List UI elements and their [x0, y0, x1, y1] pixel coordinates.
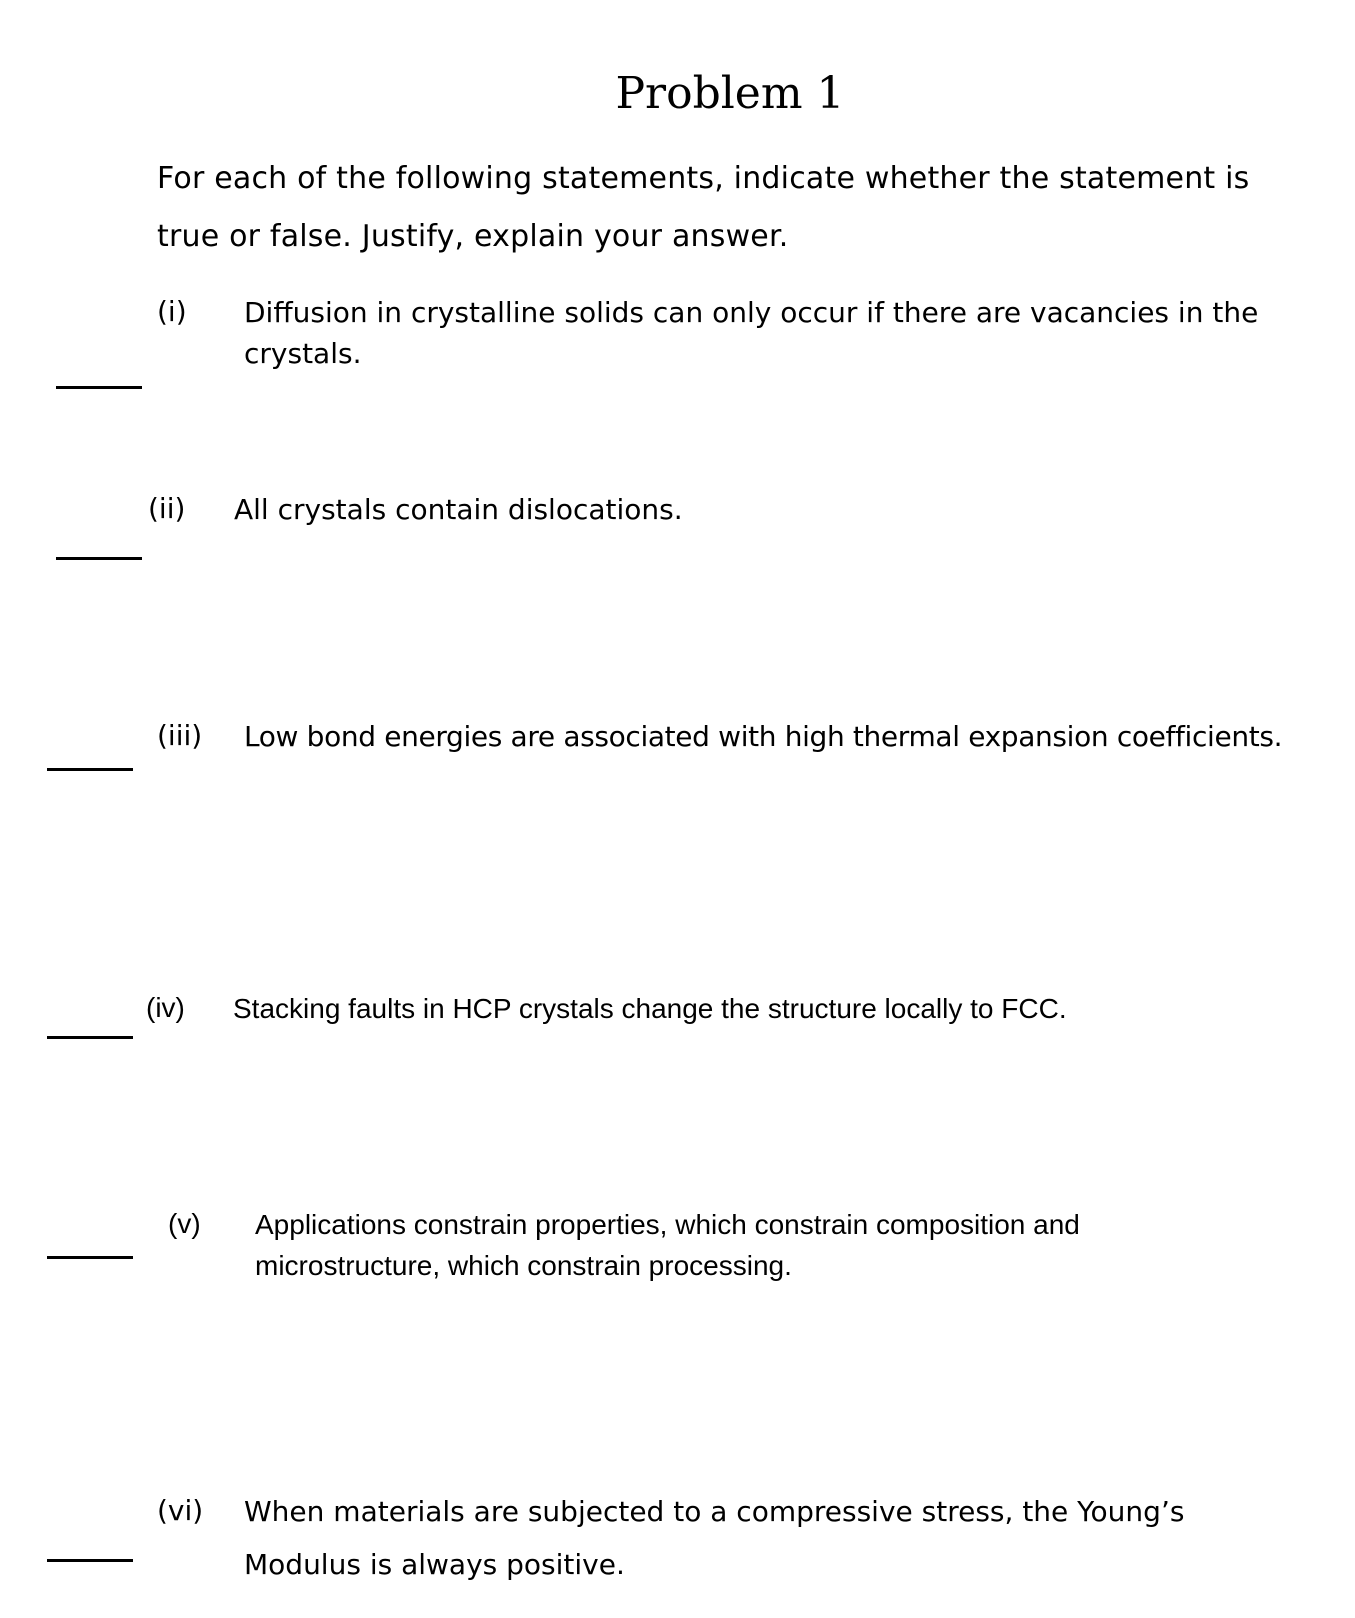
statement-i: Diffusion in crystalline solids can only occur if there are vacancies in the crystals.: [244, 296, 1259, 370]
statement-v: Applications constrain properties, which constrain composition and microstructure, which constrain processing.: [255, 1209, 1080, 1281]
statement-iii: Low bond energies are associated with high thermal expansion coefficients.: [244, 720, 1283, 753]
statement-iv: Stacking faults in HCP crystals change the structure locally to FCC.: [233, 993, 1067, 1024]
answer-blank-iii[interactable]: [47, 768, 133, 771]
statement-ii: All crystals contain dislocations.: [234, 493, 683, 526]
item-number-ii: (ii): [148, 492, 186, 525]
item-number-v: (v): [168, 1208, 201, 1239]
item-number-i: (i): [157, 295, 187, 328]
item-number-iii: (iii): [157, 719, 203, 752]
answer-blank-ii[interactable]: [56, 557, 142, 560]
answer-blank-i[interactable]: [56, 386, 142, 389]
instructions: For each of the following statements, indicate whether the statement is true or false. Justify, explain your answer.: [157, 161, 1250, 254]
answer-blank-iv[interactable]: [47, 1036, 133, 1039]
answer-blank-vi[interactable]: [47, 1559, 133, 1562]
problem-title: Problem 1: [615, 68, 845, 119]
answer-blank-v[interactable]: [47, 1256, 133, 1259]
item-number-iv: (iv): [146, 992, 185, 1023]
statement-vi: When materials are subjected to a compressive stress, the Young’s Modulus is always positive.: [244, 1495, 1185, 1581]
item-number-vi: (vi): [157, 1494, 204, 1527]
